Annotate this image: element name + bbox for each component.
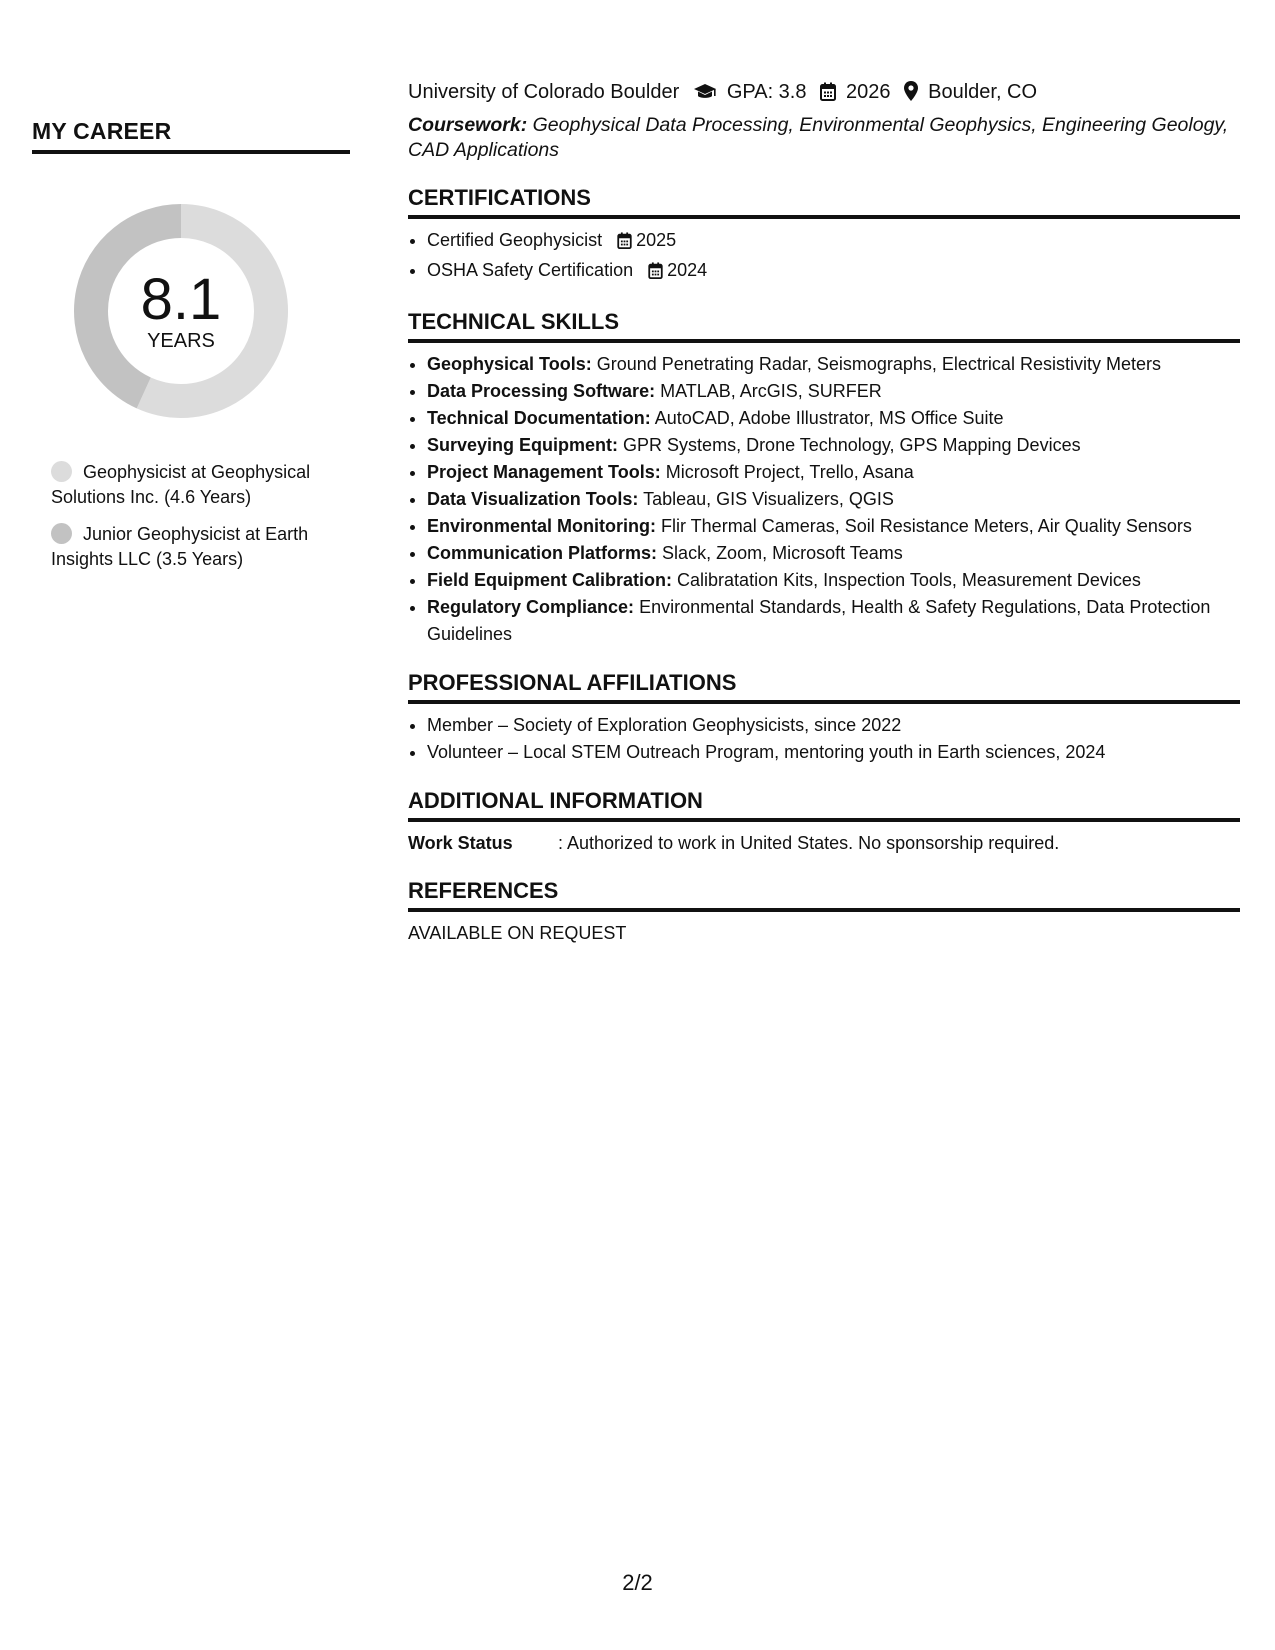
- total-years: 8.1: [140, 267, 222, 332]
- list-item: [427, 257, 1240, 287]
- legend-item: [51, 460, 336, 510]
- list-item: [427, 567, 1240, 594]
- coursework-label: Coursework:: [408, 114, 528, 136]
- list-item: [427, 459, 1240, 486]
- skill-label: Communication Platforms:: [427, 543, 658, 563]
- list-item: [427, 227, 1240, 257]
- skill-label: Environmental Monitoring:: [427, 516, 656, 536]
- skill-label: Project Management Tools:: [427, 462, 661, 482]
- references-title: REFERENCES: [408, 878, 1240, 912]
- affiliations-list: [408, 712, 1240, 766]
- coursework: [408, 113, 1240, 163]
- donut-center: [66, 196, 296, 426]
- work-status-row: [408, 830, 1240, 856]
- technical-skills-title: TECHNICAL SKILLS: [408, 309, 1240, 343]
- map-pin-icon: [904, 81, 918, 109]
- list-item: [427, 432, 1240, 459]
- legend-label: Junior Geophysicist at Earth Insights LLC (3.5 Years): [51, 524, 309, 569]
- list-item: [427, 351, 1240, 378]
- list-item: [427, 486, 1240, 513]
- calendar-icon: [617, 230, 632, 257]
- legend-item: [51, 522, 336, 572]
- list-item: [427, 513, 1240, 540]
- career-title: MY CAREER: [32, 118, 350, 154]
- skills-list: [408, 351, 1240, 648]
- skill-value: Microsoft Project, Trello, Asana: [665, 462, 914, 482]
- skill-value: GPR Systems, Drone Technology, GPS Mapping Devices: [623, 435, 1081, 455]
- cert-date: [617, 227, 676, 257]
- cert-year: 2024: [667, 260, 708, 280]
- certifications-list: [408, 227, 1240, 287]
- legend-label: Geophysicist at Geophysical Solutions Inc. (4.6 Years): [51, 462, 311, 507]
- cert-name: OSHA Safety Certification: [427, 260, 634, 280]
- skill-label: Surveying Equipment:: [427, 435, 619, 455]
- skill-label: Data Visualization Tools:: [427, 489, 639, 509]
- skill-label: Technical Documentation:: [427, 408, 651, 428]
- cert-name: Certified Geophysicist: [427, 230, 603, 250]
- years-unit: YEARS: [147, 330, 215, 352]
- skill-value: Ground Penetrating Radar, Seismographs, Electrical Resistivity Meters: [596, 354, 1161, 374]
- skill-value: Tableau, GIS Visualizers, QGIS: [643, 489, 894, 509]
- career-donut-chart: [66, 196, 296, 426]
- work-status-value: : Authorized to work in United States. No sponsorship required.: [558, 833, 1060, 853]
- affiliations-title: PROFESSIONAL AFFILIATIONS: [408, 670, 1240, 704]
- skill-value: Slack, Zoom, Microsoft Teams: [662, 543, 903, 563]
- main-content: [408, 78, 1240, 944]
- cert-date: [648, 257, 707, 287]
- skill-label: Regulatory Compliance:: [427, 597, 635, 617]
- list-item: [427, 594, 1240, 648]
- calendar-icon: [648, 260, 663, 287]
- skill-value: Calibratation Kits, Inspection Tools, Measurement Devices: [677, 570, 1141, 590]
- education-line: [408, 78, 1240, 109]
- school-name: University of Colorado Boulder: [408, 81, 680, 103]
- school-location: Boulder, CO: [928, 81, 1038, 103]
- calendar-icon: [820, 81, 836, 109]
- page-number: 2/2: [622, 1570, 653, 1595]
- skill-value: Flir Thermal Cameras, Soil Resistance Meters, Air Quality Sensors: [661, 516, 1192, 536]
- certifications-title: CERTIFICATIONS: [408, 185, 1240, 219]
- skill-label: Geophysical Tools:: [427, 354, 592, 374]
- list-item: [427, 540, 1240, 567]
- references-text: AVAILABLE ON REQUEST: [408, 923, 627, 943]
- skill-value: MATLAB, ArcGIS, SURFER: [660, 381, 882, 401]
- list-item: • Member – Society of Exploration Geophysicists, since 2022: [427, 712, 1240, 739]
- skill-value: Environmental Standards, Health & Safety Regulations, Data Protection Guidelines: [427, 597, 1211, 644]
- list-item: [427, 405, 1240, 432]
- gpa: GPA: 3.8: [726, 81, 807, 103]
- career-sidebar: [32, 118, 350, 584]
- list-item: • Volunteer – Local STEM Outreach Program, mentoring youth in Earth sciences, 2024: [427, 739, 1240, 766]
- legend-dot: [51, 523, 72, 544]
- additional-info-title: ADDITIONAL INFORMATION: [408, 788, 1240, 822]
- skill-value: AutoCAD, Adobe Illustrator, MS Office Suite: [654, 408, 1004, 428]
- graduation-year: 2026: [846, 81, 891, 103]
- cert-year: 2025: [636, 230, 677, 250]
- coursework-list: Geophysical Data Processing, Environmental Geophysics, Engineering Geology, CAD Applications: [408, 114, 1229, 161]
- skill-label: Data Processing Software:: [427, 381, 656, 401]
- legend-dot: [51, 461, 72, 482]
- graduation-cap-icon: [693, 81, 717, 109]
- work-status-label: Work Status: [408, 833, 513, 853]
- list-item: [427, 378, 1240, 405]
- career-legend: [32, 460, 350, 572]
- skill-label: Field Equipment Calibration:: [427, 570, 673, 590]
